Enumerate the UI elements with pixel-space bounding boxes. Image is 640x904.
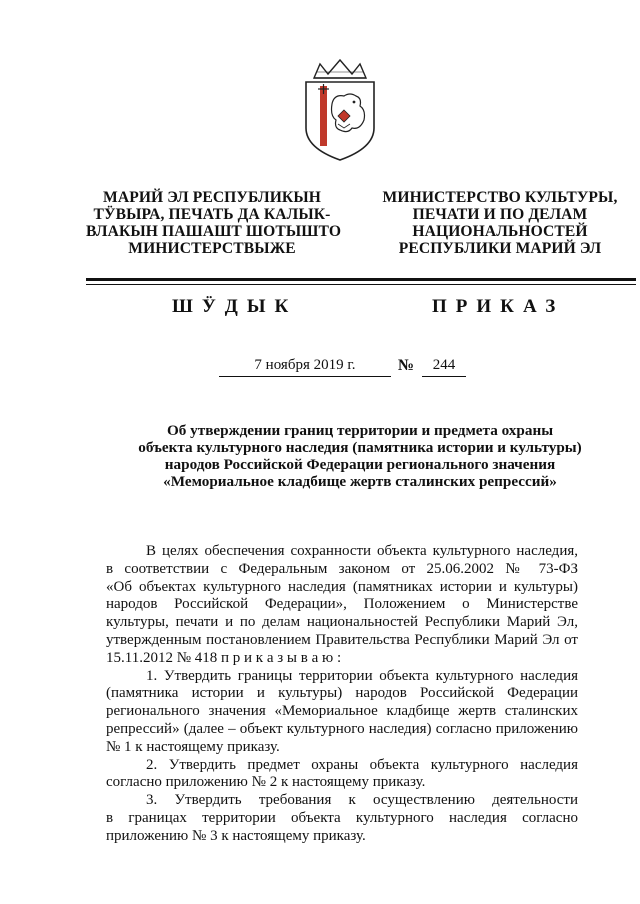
header-right-line: МИНИСТЕРСТВО КУЛЬТУРЫ, bbox=[382, 189, 618, 206]
header-divider-thin bbox=[86, 284, 636, 285]
header-left-line: МИНИСТЕРСТВЫЖЕ bbox=[128, 240, 296, 257]
body-line: 2. Утвердить предмет охраны объекта культурного наследия bbox=[146, 756, 578, 773]
order-number: 244 bbox=[422, 357, 466, 377]
header-left-line: ВЛАКЫН ПАШАШТ ШОТЫШТО bbox=[86, 223, 342, 240]
title-line: объекта культурного наследия (памятника истории и культуры) bbox=[138, 439, 582, 456]
body-line: 3. Утвердить требования к осуществлению деятельности bbox=[146, 792, 578, 809]
body-line: (памятника истории и культуры) народов Российской Федерации bbox=[106, 685, 578, 702]
body-line: культуры, печати и по делам национальностей Республики Марий Эл, bbox=[106, 614, 578, 631]
body-line: В целях обеспечения сохранности объекта культурного наследия, bbox=[146, 543, 578, 559]
coat-of-arms-emblem bbox=[298, 58, 382, 162]
body-line: 1. Утвердить границы территории объекта культурного наследия bbox=[146, 667, 578, 684]
header-ministry-russian bbox=[365, 189, 635, 257]
header-left-line: МАРИЙ ЭЛ РЕСПУБЛИКЫН bbox=[103, 189, 321, 206]
header-right-line: НАЦИОНАЛЬНОСТЕЙ bbox=[412, 223, 588, 240]
doc-type-russian: ПРИКАЗ bbox=[432, 296, 565, 317]
body-line: «Об объектах культурного наследия (памятниках истории и культуры) bbox=[106, 578, 578, 595]
body-line: утвержденным постановлением Правительства Республики Марий Эл от bbox=[106, 631, 578, 648]
body-line: 15.11.2012 № 418 п р и к а з ы в а ю : bbox=[106, 649, 342, 666]
header-right-line: ПЕЧАТИ И ПО ДЕЛАМ bbox=[412, 206, 588, 223]
title-line: народов Российской Федерации регионального значения bbox=[164, 456, 556, 473]
header-right-line: РЕСПУБЛИКИ МАРИЙ ЭЛ bbox=[398, 240, 602, 257]
title-line: Об утверждении границ территории и предмета охраны bbox=[166, 422, 554, 439]
header-divider-thick bbox=[86, 278, 636, 281]
doc-type-mari: ШӰДЫК bbox=[172, 296, 298, 317]
order-date: 7 ноября 2019 г. bbox=[219, 357, 391, 377]
title-line: «Мемориальное кладбище жертв сталинских репрессий» bbox=[163, 473, 557, 490]
header-left-line: ТӰВЫРА, ПЕЧАТЬ ДА КАЛЫК- bbox=[93, 206, 331, 223]
body-line: народов Российской Федерации», Положением о Министерстве bbox=[106, 596, 578, 613]
document-body bbox=[106, 543, 578, 846]
body-line: репрессий» (далее – объект культурного наследия) согласно приложению bbox=[106, 720, 578, 737]
body-line: приложению № 3 к настоящему приказу. bbox=[106, 827, 366, 844]
body-line: регионального значения «Мемориальное кладбище жертв сталинских bbox=[106, 703, 578, 720]
document-title bbox=[80, 422, 640, 490]
body-line: в соответствии с Федеральным законом от 25.06.2002 № 73-ФЗ bbox=[106, 560, 578, 577]
number-sign: № bbox=[398, 357, 415, 374]
body-line: согласно приложению № 2 к настоящему приказу. bbox=[106, 774, 426, 791]
body-line: № 1 к настоящему приказу. bbox=[106, 738, 280, 755]
header-ministry-mari bbox=[86, 189, 342, 257]
body-line: в границах территории объекта культурного наследия согласно bbox=[106, 809, 578, 826]
